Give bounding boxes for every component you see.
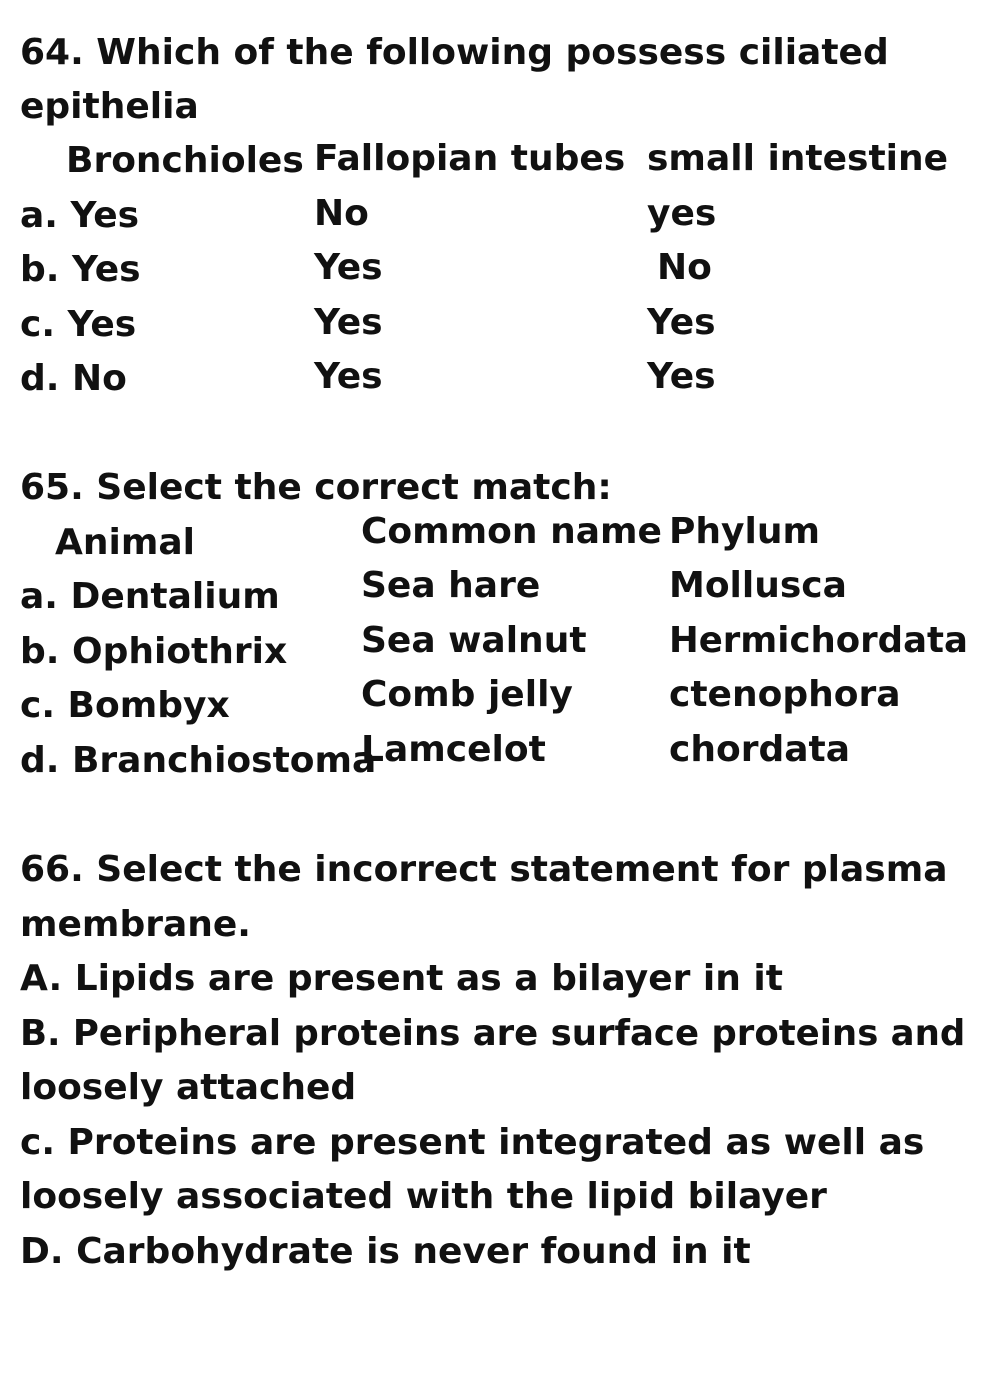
q66-option-d: D. Carbohydrate is never found in it (20, 1231, 751, 1272)
q65-row-c-col2: Comb jelly (361, 674, 573, 715)
q64-row-d-col1: d. No (20, 358, 127, 399)
q64-row-a-col1: a. Yes (20, 195, 140, 236)
q66-question-line2: membrane. (20, 904, 251, 945)
q65-header-animal: Animal (55, 522, 195, 563)
q64-row-a-col3: yes (647, 193, 717, 234)
q66-option-a: A. Lipids are present as a bilayer in it (20, 958, 783, 999)
q66-question-line1: 66. Select the incorrect statement for plasma (20, 849, 948, 890)
q64-row-d-col2: Yes (314, 356, 383, 397)
q65-row-b-col3: Hermichordata (669, 620, 968, 661)
q65-row-c-col3: ctenophora (669, 674, 901, 715)
q65-row-c-col1: c. Bombyx (20, 685, 230, 726)
q64-row-c-col2: Yes (314, 302, 383, 343)
q65-header-common-name: Common name (361, 511, 662, 552)
q64-row-a-col2: No (314, 193, 369, 234)
q64-header-small-intestine: small intestine (647, 138, 949, 179)
q66-option-c-line1: c. Proteins are present integrated as well as (20, 1122, 925, 1163)
q64-row-b-col1: b. Yes (20, 249, 141, 290)
q65-row-d-col3: chordata (669, 729, 851, 770)
q64-question-line1: 64. Which of the following possess ciliated (20, 32, 889, 73)
q65-row-a-col3: Mollusca (669, 565, 847, 606)
q66-option-b-line1: B. Peripheral proteins are surface proteins and (20, 1013, 966, 1054)
q66-option-b-line2: loosely attached (20, 1067, 357, 1108)
q64-question-line2: epithelia (20, 86, 199, 127)
q64-row-b-col3: No (657, 247, 712, 288)
q64-row-d-col3: Yes (647, 356, 716, 397)
q65-row-a-col1: a. Dentalium (20, 576, 280, 617)
q65-row-d-col1: d. Branchiostoma (20, 740, 377, 781)
q65-question: 65. Select the correct match: (20, 467, 612, 508)
q64-header-bronchioles: Bronchioles (66, 140, 304, 181)
q65-header-phylum: Phylum (669, 511, 820, 552)
q66-option-c-line2: loosely associated with the lipid bilayer (20, 1176, 827, 1217)
q64-row-b-col2: Yes (314, 247, 383, 288)
q65-row-b-col1: b. Ophiothrix (20, 631, 288, 672)
q64-row-c-col1: c. Yes (20, 304, 137, 345)
q64-header-fallopian: Fallopian tubes (314, 138, 626, 179)
q65-row-a-col2: Sea hare (361, 565, 541, 606)
q64-row-c-col3: Yes (647, 302, 716, 343)
q65-row-b-col2: Sea walnut (361, 620, 587, 661)
q65-row-d-col2: Lamcelot (361, 729, 546, 770)
